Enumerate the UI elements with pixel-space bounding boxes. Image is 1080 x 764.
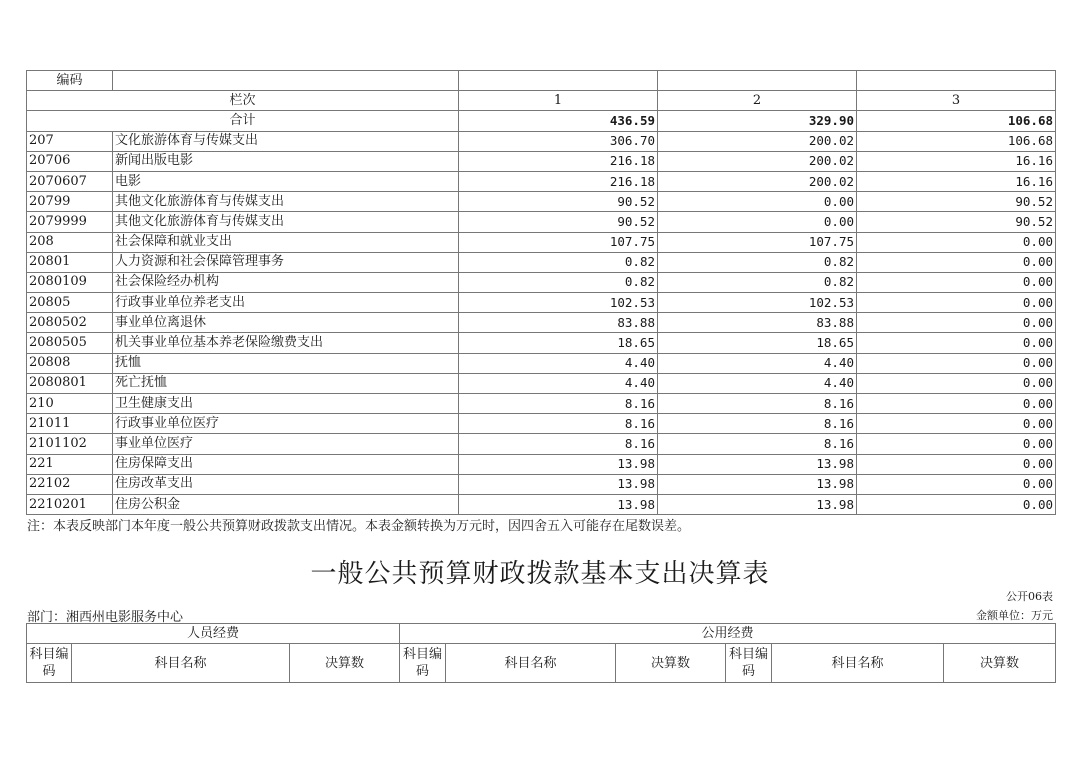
table-note: 注：本表反映部门本年度一般公共预算财政拨款支出情况。本表金额转换为万元时，因四舍五入可能存在尾数误差。	[27, 519, 691, 534]
value-col-1: 18.65	[459, 333, 658, 353]
value-col-3: 0.00	[857, 394, 1056, 414]
subject-code: 2101102	[27, 434, 113, 454]
subject-code: 2070607	[27, 171, 113, 191]
value-col-3: 106.68	[857, 131, 1056, 151]
subject-code: 2210201	[27, 494, 113, 514]
personnel-expense-header: 人员经费	[27, 624, 400, 644]
total-value-3: 106.68	[857, 111, 1056, 131]
table-row	[27, 353, 1056, 373]
value-col-3: 0.00	[857, 293, 1056, 313]
group-header-row	[27, 624, 1056, 644]
value-col-3: 16.16	[857, 171, 1056, 191]
value-col-1: 8.16	[459, 434, 658, 454]
final-amount-header: 决算数	[944, 644, 1056, 683]
total-label: 合计	[27, 111, 459, 131]
value-col-3: 0.00	[857, 313, 1056, 333]
subject-name: 行政事业单位养老支出	[113, 293, 459, 313]
subject-code: 2080801	[27, 373, 113, 393]
value-col-2: 13.98	[658, 454, 857, 474]
value-col-1: 306.70	[459, 131, 658, 151]
value-col-3: 0.00	[857, 494, 1056, 514]
subject-name: 新闻出版电影	[113, 151, 459, 171]
value-col-1: 13.98	[459, 474, 658, 494]
table-row	[27, 373, 1056, 393]
table-row	[27, 212, 1056, 232]
value-col-1: 0.82	[459, 272, 658, 292]
value-col-3: 0.00	[857, 414, 1056, 434]
value-col-2: 107.75	[658, 232, 857, 252]
value-col-3: 0.00	[857, 272, 1056, 292]
subject-name: 事业单位医疗	[113, 434, 459, 454]
value-col-1: 107.75	[459, 232, 658, 252]
subject-name-header: 科目名称	[772, 644, 944, 683]
subject-code: 208	[27, 232, 113, 252]
column-number-row	[27, 91, 1056, 111]
subject-name: 文化旅游体育与传媒支出	[113, 131, 459, 151]
form-number: 公开06表	[1006, 590, 1053, 603]
table-row	[27, 192, 1056, 212]
table-row	[27, 293, 1056, 313]
column-number-2: 2	[658, 91, 857, 111]
table-row	[27, 414, 1056, 434]
value-col-3: 16.16	[857, 151, 1056, 171]
value-col-2: 8.16	[658, 434, 857, 454]
value-col-2: 83.88	[658, 313, 857, 333]
value-col-3: 0.00	[857, 333, 1056, 353]
subject-name: 住房保障支出	[113, 454, 459, 474]
value-col-2: 200.02	[658, 171, 857, 191]
subject-name: 事业单位离退休	[113, 313, 459, 333]
code-header-row	[27, 71, 1056, 91]
value-col-1: 13.98	[459, 454, 658, 474]
table-row	[27, 252, 1056, 272]
subject-code: 20805	[27, 293, 113, 313]
subject-name: 社会保障和就业支出	[113, 232, 459, 252]
total-value-1: 436.59	[459, 111, 658, 131]
subject-name: 住房公积金	[113, 494, 459, 514]
report-title: 一般公共预算财政拨款基本支出决算表	[310, 559, 770, 589]
subject-code: 207	[27, 131, 113, 151]
table-row	[27, 313, 1056, 333]
code-header-label: 编码	[27, 71, 113, 91]
total-row	[27, 111, 1056, 131]
table-row	[27, 232, 1056, 252]
subject-code: 2080505	[27, 333, 113, 353]
subject-name: 卫生健康支出	[113, 394, 459, 414]
column-row-label: 栏次	[27, 91, 459, 111]
subject-name-header: 科目名称	[72, 644, 290, 683]
value-col-2: 4.40	[658, 373, 857, 393]
subject-code-header: 科目编码	[400, 644, 446, 683]
value-col-1: 13.98	[459, 494, 658, 514]
value-col-2: 8.16	[658, 394, 857, 414]
amount-unit: 金额单位：万元	[976, 609, 1053, 622]
value-col-2: 200.02	[658, 131, 857, 151]
subject-code-header: 科目编码	[726, 644, 772, 683]
total-value-2: 329.90	[658, 111, 857, 131]
subject-code-header: 科目编码	[27, 644, 72, 683]
subject-code: 210	[27, 394, 113, 414]
basic-expenditure-table	[26, 623, 1056, 683]
value-col-3: 0.00	[857, 353, 1056, 373]
table-row	[27, 494, 1056, 514]
subject-name: 人力资源和社会保障管理事务	[113, 252, 459, 272]
table-row	[27, 272, 1056, 292]
subject-code: 20706	[27, 151, 113, 171]
value-col-3: 0.00	[857, 373, 1056, 393]
table-row	[27, 394, 1056, 414]
value-col-2: 4.40	[658, 353, 857, 373]
subject-code: 2080109	[27, 272, 113, 292]
value-col-3: 0.00	[857, 232, 1056, 252]
subject-code: 2080502	[27, 313, 113, 333]
value-col-2: 102.53	[658, 293, 857, 313]
subject-name: 电影	[113, 171, 459, 191]
subject-code: 22102	[27, 474, 113, 494]
subject-code: 20808	[27, 353, 113, 373]
subject-name: 机关事业单位基本养老保险缴费支出	[113, 333, 459, 353]
table-row	[27, 333, 1056, 353]
expenditure-table	[26, 70, 1056, 515]
value-col-3: 0.00	[857, 454, 1056, 474]
table-row	[27, 171, 1056, 191]
subject-name: 其他文化旅游体育与传媒支出	[113, 192, 459, 212]
value-col-2: 0.00	[658, 192, 857, 212]
value-col-3: 90.52	[857, 212, 1056, 232]
subject-name: 死亡抚恤	[113, 373, 459, 393]
subject-code: 2079999	[27, 212, 113, 232]
value-col-2: 13.98	[658, 494, 857, 514]
column-header-row	[27, 644, 1056, 683]
department-label: 部门：湘西州电影服务中心	[27, 610, 184, 625]
table-row	[27, 474, 1056, 494]
subject-name-header: 科目名称	[446, 644, 616, 683]
value-col-1: 4.40	[459, 373, 658, 393]
value-col-1: 8.16	[459, 394, 658, 414]
value-col-1: 90.52	[459, 192, 658, 212]
value-col-1: 83.88	[459, 313, 658, 333]
subject-name: 抚恤	[113, 353, 459, 373]
table-row	[27, 151, 1056, 171]
subject-name: 住房改革支出	[113, 474, 459, 494]
value-col-1: 216.18	[459, 151, 658, 171]
table-row	[27, 434, 1056, 454]
value-col-3: 0.00	[857, 434, 1056, 454]
value-col-2: 0.00	[658, 212, 857, 232]
value-col-2: 18.65	[658, 333, 857, 353]
value-col-1: 90.52	[459, 212, 658, 232]
value-col-3: 90.52	[857, 192, 1056, 212]
value-col-1: 4.40	[459, 353, 658, 373]
value-col-2: 0.82	[658, 252, 857, 272]
subject-name: 行政事业单位医疗	[113, 414, 459, 434]
table-row	[27, 131, 1056, 151]
value-col-2: 13.98	[658, 474, 857, 494]
value-col-2: 0.82	[658, 272, 857, 292]
final-amount-header: 决算数	[290, 644, 400, 683]
subject-code: 20801	[27, 252, 113, 272]
value-col-1: 216.18	[459, 171, 658, 191]
value-col-1: 0.82	[459, 252, 658, 272]
value-col-3: 0.00	[857, 474, 1056, 494]
value-col-2: 200.02	[658, 151, 857, 171]
column-number-3: 3	[857, 91, 1056, 111]
value-col-1: 102.53	[459, 293, 658, 313]
value-col-3: 0.00	[857, 252, 1056, 272]
subject-name: 社会保险经办机构	[113, 272, 459, 292]
table-row	[27, 454, 1056, 474]
subject-code: 20799	[27, 192, 113, 212]
column-number-1: 1	[459, 91, 658, 111]
subject-code: 221	[27, 454, 113, 474]
value-col-1: 8.16	[459, 414, 658, 434]
subject-name: 其他文化旅游体育与传媒支出	[113, 212, 459, 232]
public-expense-header: 公用经费	[400, 624, 1056, 644]
final-amount-header: 决算数	[616, 644, 726, 683]
subject-code: 21011	[27, 414, 113, 434]
value-col-2: 8.16	[658, 414, 857, 434]
